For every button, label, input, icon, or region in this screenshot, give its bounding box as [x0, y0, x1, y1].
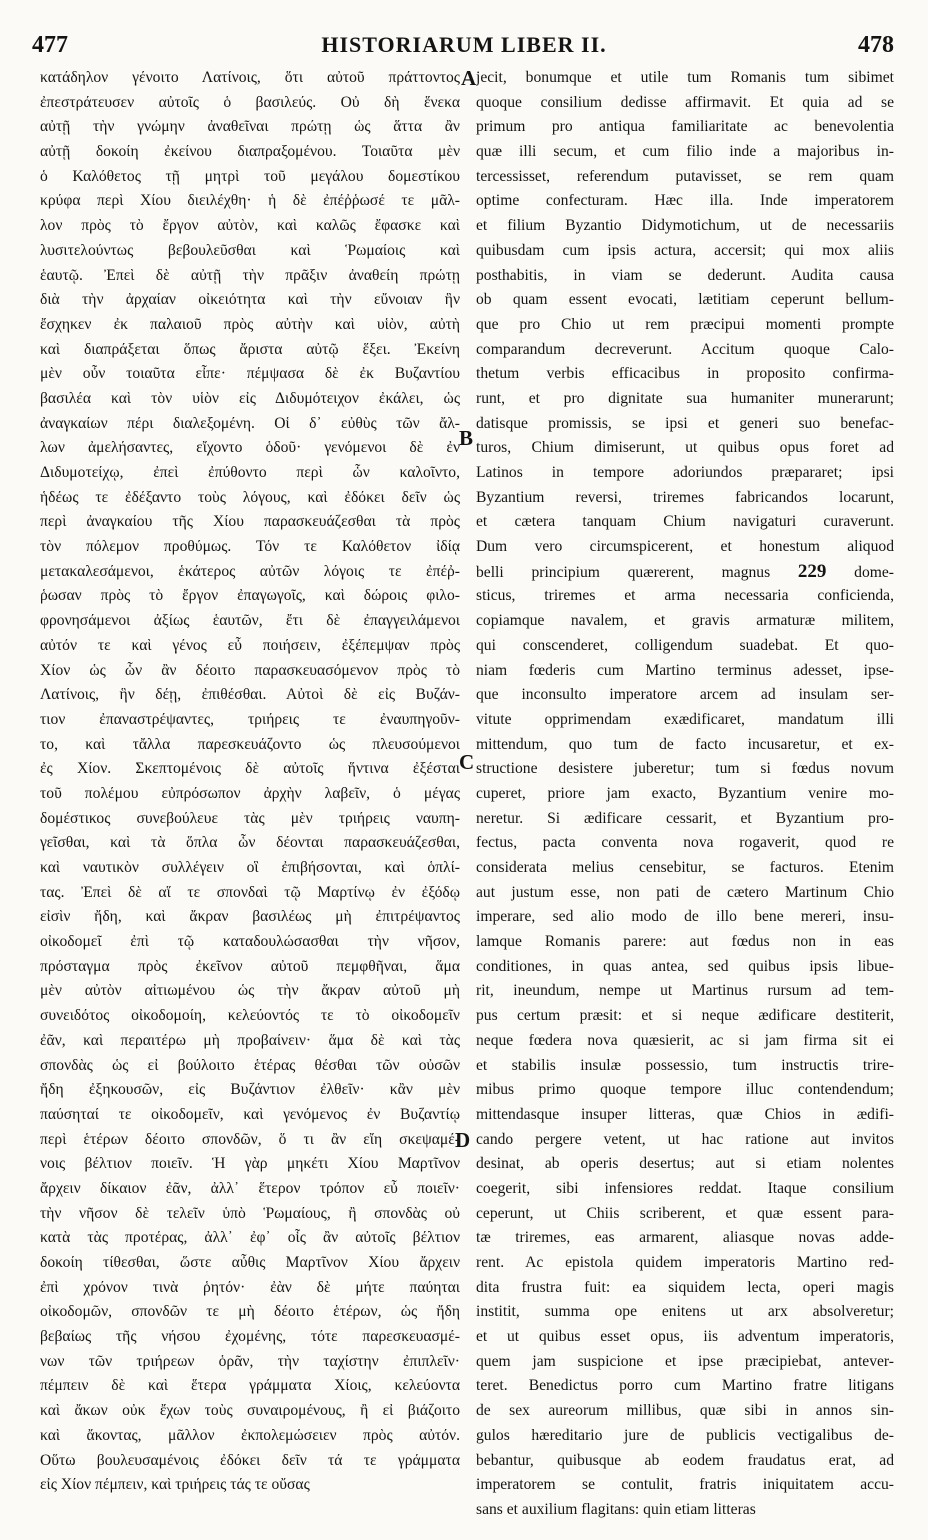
- latin-text-line: optime confecturam. Hæc illa. Inde imperatorem: [476, 192, 894, 210]
- greek-text-line: τας. Ἐπεὶ δὲ αἵ τε σπονδαὶ τῷ Μαρτίνῳ ἐν ἐξόδῳ: [40, 883, 460, 901]
- greek-text-line: μὲν αὐτὸν αἰτιωμένου ὡς τὴν ἄκραν αὐτοῦ μὴ: [40, 982, 460, 1000]
- greek-text-line: περὶ ἑτέρων δέοιτο σπονδῶν, ὅ τι ἂν εἴη σκεψαμέ-: [40, 1130, 460, 1148]
- latin-text-line: teret. Benedictus porro cum Martino fratre litigans: [476, 1377, 894, 1395]
- latin-text-line: structione desistere juberetur; tum si fœdus novum: [476, 760, 894, 778]
- latin-text-line: comparandum decreverunt. Accitum quoque Calo-: [476, 340, 894, 358]
- greek-text-line: Λατίνοις, ἣν δέῃ, ἐπιθέσθαι. Αὐτοὶ δὲ εἰς Βυζάν-: [40, 686, 460, 704]
- latin-text-line: coegerit, sibi infensiores reddat. Itaque consilium: [476, 1179, 894, 1197]
- greek-text-line: εἰς Χίον πέμπειν, καὶ τριήρεις τάς τε οὔσας: [40, 1476, 310, 1494]
- page-reference-number: 229: [797, 560, 827, 582]
- greek-text-line: ἡδέως τε ἐδέξαντο τοὺς λόγους, καὶ ἐδόκει δεῖν ὡς: [40, 488, 460, 506]
- latin-text-line: considerata melius censebitur, se facturos. Etenim: [476, 859, 894, 876]
- greek-text-line: ἐς Χίον. Σκεπτομένοις δὲ αὐτοῖς ἥντινα ἐξέσται: [40, 760, 460, 778]
- greek-text-line: αὐτῇ δοκοίη ἐκείνου διαπραξομένου. Τοιαῦτα μὲν: [40, 143, 460, 161]
- greek-text-line: καὶ ἄκοντας, μᾶλλον ἐκπολεμώσειεν πρὸς αὐτόν.: [40, 1426, 460, 1444]
- greek-text-line: φρονησάμενοι ἀξίως ἑαυτῶν, ἔτι δὲ ἐπαγγειλάμενοι: [40, 612, 460, 630]
- latin-text-line: mibus primo quoque tempore illuc contendendum;: [476, 1081, 894, 1099]
- greek-text-line: οἰκοδομῶν, σπονδῶν τε μὴ δέοιτο ἑτέρων, ὡς ἤδη: [40, 1303, 460, 1321]
- greek-text-line: πέμπειν δὲ καὶ ἕτερα γράμματα Χίοις, κελεύοντα: [40, 1377, 460, 1395]
- latin-text-line: conditiones, in quas antea, sed quibus ipsis libue-: [476, 957, 894, 975]
- latin-text-line: Latinos in tempore adoriundos præpararet; ipsi: [476, 464, 894, 481]
- latin-text-line: que inconsulto imperatore arcem ad insulam ser-: [476, 686, 894, 704]
- greek-text-line: νων τῶν τριήρεων ὁρᾶν, τὴν ταχίστην ἐπιπλεῖν·: [40, 1352, 460, 1370]
- latin-text-line: mittendum, quo tum de facto incusaretur, et ex-: [476, 735, 894, 753]
- greek-text-line: ἀναγκαίων πέρι διαλεξομένη. Οἱ δ᾽ εὐθὺς τῶν ἄλ-: [40, 414, 460, 432]
- latin-text-line: quoque consilium dedisse affirmavit. Et quia ad se: [476, 93, 894, 111]
- latin-text-line: thetum verbis efficacibus in proposito confirma-: [476, 365, 894, 383]
- latin-text-line: ob quam essent evocati, lætitiam ceperunt bellum-: [476, 291, 894, 309]
- latin-text-line: bebantur, quibusque ab eodem fraudatus erat, ad: [476, 1451, 894, 1469]
- latin-text-line: et cætera tanquam Chium navigaturi curaverunt.: [476, 513, 894, 531]
- latin-text-line: tæ triremes, eas armarent, aliasque novas adde-: [476, 1229, 894, 1247]
- greek-text-line: βασιλέα καὶ τὸν υἱὸν εἰς Διδυμότειχον ἐκάλει, ὡς: [40, 389, 460, 407]
- latin-text-line: ceperunt, ut Chiis scriberent, et quæ essent para-: [476, 1204, 894, 1222]
- greek-text-line: Οὕτω βουλευσαμένοις ἐδόκει δεῖν τά τε γράμματα: [40, 1451, 460, 1469]
- latin-text-line: et ut quibus esset opus, iis adventum imperatoris,: [476, 1328, 894, 1346]
- greek-text-line: συνειδότος οἰκοδομοίη, κελεύοντός τε τὸ οἰκοδομεῖν: [40, 1007, 460, 1025]
- latin-text-line: cando pergere vetent, ut hac ratione aut invitos: [476, 1130, 894, 1148]
- page-number-right: 478: [858, 32, 894, 58]
- latin-text-line: desinat, ab operis desertus; aut si etiam nolentes: [476, 1155, 894, 1173]
- greek-text-line: τιον ἐπαναστρέψαντες, τριήρεις τε ἐναυπηγοῦν-: [40, 710, 460, 728]
- latin-text-line: qui conscenderet, colligendum suadebat. Et quo-: [476, 636, 894, 654]
- latin-text-line: dita frustra fuit: ea siquidem lecta, operi magis: [476, 1278, 894, 1296]
- greek-text-line: Διδυμοτείχῳ, ἐπεὶ ἐπύθοντο περὶ ὧν καλοῖντο,: [40, 464, 460, 481]
- margin-marker-b: B: [459, 426, 474, 450]
- greek-text-line: Χίον ὡς ὧν ἂν δέοιτο παρασκευασόμενον πρὸς τὸ: [40, 661, 460, 679]
- greek-text-line: καὶ ναυτικὸν συλλέγειν οἳ ἐπιβήσονται, καὶ ὁπλί-: [40, 859, 460, 876]
- latin-text-line: runt, et pro dignitate sua humaniter munerarunt;: [476, 389, 894, 407]
- greek-text-line: ἤδη ἐξηκουσῶν, εἰς Βυζάντιον ἐλθεῖν· κἂν μὲν: [40, 1081, 460, 1099]
- greek-text-line: ἐπεστράτευσεν αὐτοῖς ὁ βασιλεύς. Οὐ δὴ ἕνεκα: [40, 93, 460, 111]
- latin-text-line: Dum vero circumspicerent, et honestum aliquod: [476, 538, 894, 556]
- greek-text-line: βεβαίως τῆς νήσου ἐχομένης, τότε παρεσκευασμέ-: [40, 1328, 460, 1346]
- latin-text-line: que pro Chio ut rem præcipui momenti prompte: [476, 315, 894, 333]
- greek-text-line: καὶ ἄκων οὐκ ἔχων τοὺς συναιρομένους, ἢ εἰ βιάζοιτο: [40, 1402, 460, 1420]
- latin-text-line: de sex aureorum millibus, quæ sibi in annos sin-: [476, 1402, 894, 1420]
- running-header: [30, 30, 898, 64]
- greek-text-line: ἑαυτῷ. Ἐπεὶ δὲ αὐτῇ τὴν πρᾶξιν ἀναθείη πρώτῃ: [40, 266, 460, 284]
- latin-text-line: fectus, pacta conventa nova rogaverit, quod re: [476, 834, 894, 852]
- greek-text-line: το, καὶ τἄλλα παρεσκευάζοντο ὡς πλευσούμενοι: [40, 735, 460, 753]
- greek-text-line: λων ἀμελήσαντες, εἴχοντο ὁδοῦ· γενόμενοι δὲ ἐν: [40, 439, 460, 457]
- greek-text-line: νοις βέλτιον ποιεῖν. Ἡ γὰρ μηκέτι Χίου Μαρτῖνον: [40, 1155, 460, 1173]
- greek-text-line: ὁ Καλόθετος τῇ μητρὶ τοῦ μεγάλου δομεστίκου: [40, 167, 460, 185]
- latin-text-line: niam fœderis cum Martino terminus adesset, ipse-: [476, 661, 894, 679]
- greek-text-line: μὲν οὖν τοιαῦτα εἶπε· πέμψασα δὲ ἐκ Βυζαντίου: [40, 365, 460, 383]
- latin-text-line: rit, ineundum, nempe ut Martinus rursum ad tem-: [476, 982, 894, 1000]
- latin-text-line: jecit, bonumque et utile tum Romanis tum sibimet: [476, 69, 894, 86]
- greek-text-line: τὸν πόλεμον προθύμως. Τόν τε Καλόθετον ἰδίᾳ: [40, 538, 460, 556]
- latin-text-line: quæ illi secum, et cum filio inde a majoribus in-: [476, 143, 894, 161]
- latin-text-line: tercessisset, referendum putavisset, se rem quam: [476, 167, 894, 185]
- latin-text-line: cuperet, priore jam exacto, Byzantium venire mo-: [476, 784, 894, 802]
- greek-text-line: τὴν νῆσον δὲ τελεῖν ὑπὸ Ῥωμαίους, ἢ σπονδὰς οὐ: [40, 1204, 460, 1222]
- greek-text-line: γεῖσθαι, καὶ τὰ ὅπλα ὧν δέονται παρασκευάζεσθαι,: [40, 834, 460, 852]
- margin-marker-d: D: [455, 1128, 471, 1152]
- greek-text-line: δομέστικος συνεβούλευε τὰς μὲν τριήρεις ναυπη-: [40, 809, 460, 827]
- latin-text-line: copiamque navalem, et gravis armaturæ militem,: [476, 612, 894, 630]
- latin-text-line: datisque promissis, se ipsi et generi suo benefac-: [476, 414, 894, 432]
- greek-text-line: λυσιτελούντως βεβουλεῦσθαι καὶ Ῥωμαίοις καὶ: [40, 241, 460, 259]
- latin-text-line: et filium Byzantio Didymotichum, ut de necessariis: [476, 217, 894, 235]
- greek-text-line: κατὰ τὰς προτέρας, ἀλλ᾽ ἐφ᾽ οἷς ἂν αὐτοῖς βέλτιον: [40, 1229, 460, 1247]
- margin-marker-c: C: [459, 750, 475, 774]
- latin-text-line: lamque Romanis parere: aut fœdus non in eas: [476, 933, 894, 951]
- greek-text-line: ἐπὶ χρόνον τινὰ ῥητόν· ἐὰν δὲ μήτε παύηται: [40, 1278, 460, 1296]
- latin-text-line: quem jam suspicione et ipse præcipiebat, antever-: [476, 1352, 894, 1370]
- latin-text-line: primum pro antiqua familiaritate ac benevolentia: [476, 118, 894, 136]
- latin-text-line: et stabilis insulæ possessio, tum instructis trire-: [476, 1056, 894, 1074]
- greek-text-line: οἰκοδομεῖ ἐπὶ τῷ καταδουλώσασθαι τὴν νῆσον,: [40, 933, 460, 951]
- latin-text-line: pus certum præsit: et si neque ædificare destiterit,: [476, 1007, 894, 1025]
- latin-text-line: turos, Chium dimiserunt, ut quibus opus foret ad: [476, 439, 894, 457]
- latin-text-line: Byzantium reversi, triremes fabricandos locarunt,: [476, 488, 894, 506]
- latin-text-line: rent. Ac epistola quidem imperatoris Martino red-: [476, 1254, 894, 1271]
- greek-text-line: αὐτόν τε καὶ γένος εὖ ποιήσειν, ἐξέπεμψαν πρὸς: [40, 636, 460, 654]
- latin-text-line: sans et auxilium flagitans: quin etiam litteras: [476, 1500, 756, 1518]
- latin-text-line: mittendasque insuper litteras, quæ Chios in ædifi-: [476, 1105, 894, 1123]
- latin-text-line: institit, summa ope enitens ut arx absolveretur;: [476, 1303, 894, 1321]
- latin-text-line: sticus, triremes et arma necessaria conficienda,: [476, 587, 894, 605]
- latin-text-line: belli principium quærerent, magnus 229 dome-: [476, 560, 894, 582]
- greek-text-line: πρόσταγμα πρὸς ἐκεῖνον αὐτοῦ πεμφθῆναι, ἅμα: [40, 957, 460, 975]
- greek-text-line: ἄρχειν δίκαιον ἐᾶν, ἀλλ᾽ ἕτερον τρόπον εὖ ποιεῖν·: [40, 1179, 460, 1197]
- greek-text-line: μετακαλεσάμενοι, ἑκάτερος αὐτῶν λόγοις τε ἐπέῤ-: [40, 562, 460, 580]
- greek-text-line: τοῦ πολέμου εὐπρόσωπον ἀρχὴν λαβεῖν, ὁ μέγας: [40, 784, 460, 802]
- latin-text-line: imperatorem se contulit, fratris iniquitatem accu-: [476, 1476, 894, 1494]
- greek-text-line: παύσηταί τε οἰκοδομεῖν, καὶ γενόμενος ἐν Βυζαντίῳ: [40, 1105, 460, 1123]
- greek-text-line: κατάδηλον γένοιτο Λατίνοις, ὅτι αὐτοῦ πράττοντος: [40, 69, 460, 86]
- latin-text-line: imperare, sed alio modo de illo bene mereri, insu-: [476, 908, 894, 926]
- greek-text-line: ἐᾶν, καὶ περαιτέρω μὴ προβαίνειν· ἅμα δὲ καὶ τὰς: [40, 1031, 460, 1049]
- latin-text-column: [476, 66, 894, 1523]
- margin-marker-a: A: [461, 66, 477, 90]
- latin-text-line: aut justum esse, non pati de cætero Martinum Chio: [476, 883, 894, 901]
- greek-text-line: λον πρὸς τὸ ἔργον αὐτὸν, καὶ καλῶς ἔφασκε καὶ: [40, 217, 460, 235]
- page-number-left: 477: [32, 32, 68, 58]
- latin-text-line: vitute opprimendam exædificaret, mandatum illi: [476, 710, 894, 728]
- greek-text-line: σπονδὰς ὡς εἰ βούλοιτο ἑτέρας θέσθαι τῶν οὐσῶν: [40, 1056, 460, 1074]
- greek-text-line: διὰ τὴν ἀρχαίαν οἰκειότητα καὶ τὴν εὔνοιαν ἣν: [40, 291, 460, 309]
- greek-text-line: κρύφα περὶ Χίου διειλέχθη· ἡ δὲ ἐπέῤῥωσέ τε μᾶλ-: [40, 192, 460, 210]
- latin-text-line: gulos hæreditario jure de publicis vectigalibus de-: [476, 1426, 894, 1444]
- greek-text-line: εἰσὶν ἤδη, καὶ ἄκραν βασιλέως μὴ ἐπιτρέψαντος: [40, 908, 460, 926]
- greek-text-column: [40, 66, 460, 1498]
- greek-text-line: ἔσχηκεν ἐκ παλαιοῦ πρὸς αὐτὴν καὶ υἱὸν, αὐτὴ: [40, 315, 460, 333]
- latin-text-line: neretur. Si ædificare cessarit, et Byzantium pro-: [476, 809, 894, 827]
- latin-text-line: posthabitis, in viam se dederunt. Audita causa: [476, 266, 894, 284]
- greek-text-line: καὶ διαπράξεται ὅπως ἄριστα αὐτῷ ἕξει. Ἐκείνη: [40, 340, 460, 358]
- greek-text-line: ῥωσαν πρὸς τὸ ἔργον ἐπαγωγοῖς, καὶ δώροις φιλο-: [40, 587, 460, 605]
- latin-text-line: neque fœdera nova quæsierit, ac si jam firma sit ei: [476, 1031, 894, 1049]
- greek-text-line: δοκοίη τίθεσθαι, ὥστε αὖθις Μαρτῖνον Χίου ἄρχειν: [40, 1254, 460, 1271]
- greek-text-line: περὶ ἀναγκαίου τῆς Χίου παρασκευάζεσθαι τὰ πρὸς: [40, 513, 460, 531]
- running-title: HISTORIARUM LIBER II.: [321, 32, 607, 57]
- latin-text-line: quibusdam cum ipsis actura, accersit; qui mox aliis: [476, 241, 894, 259]
- greek-text-line: αὐτῇ τὴν γνώμην ἀναθεῖναι πρώτῃ ὡς ἅττα ἂν: [40, 118, 460, 136]
